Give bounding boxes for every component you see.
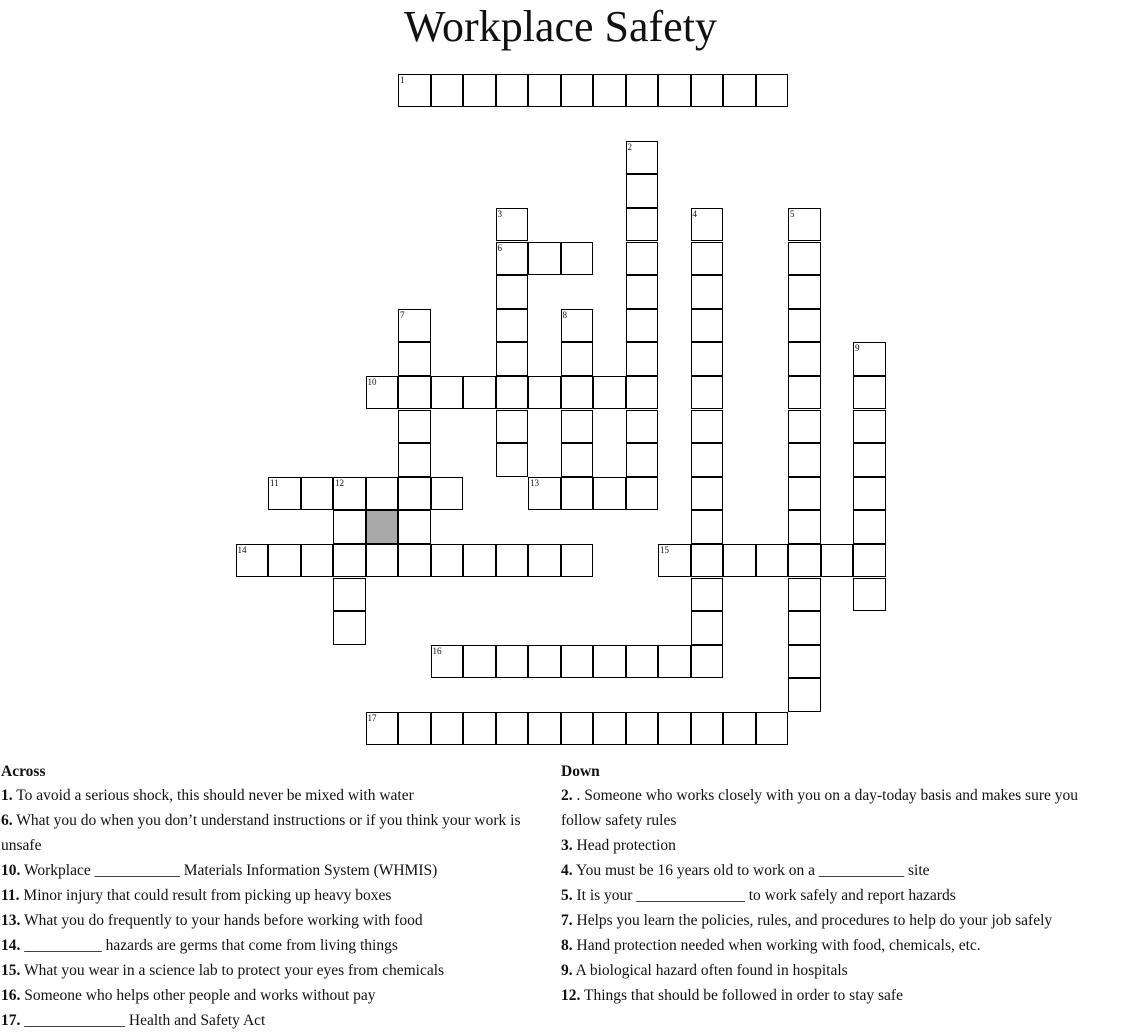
crossword-cell[interactable] [691, 611, 724, 645]
crossword-cell[interactable] [496, 443, 529, 477]
crossword-cell[interactable] [626, 208, 659, 242]
crossword-cell[interactable] [333, 510, 366, 544]
crossword-cell[interactable] [366, 477, 399, 511]
crossword-cell[interactable] [398, 342, 431, 376]
across-clue [1, 883, 541, 908]
crossword-cell[interactable] [691, 309, 724, 343]
crossword-cell[interactable] [658, 712, 691, 746]
crossword-cell[interactable] [723, 74, 756, 108]
across-clue [1, 983, 541, 1008]
crossword-cell[interactable] [561, 74, 594, 108]
crossword-cell[interactable] [561, 376, 594, 410]
crossword-cell[interactable] [626, 477, 659, 511]
crossword-cell[interactable] [431, 712, 464, 746]
clue-number: 7 [400, 309, 405, 320]
crossword-cell[interactable] [301, 477, 334, 511]
crossword-cell[interactable] [398, 376, 431, 410]
crossword-cell[interactable] [561, 712, 594, 746]
down-clue [561, 858, 1119, 883]
crossword-cell[interactable] [561, 544, 594, 578]
crossword-cell[interactable] [626, 645, 659, 679]
crossword-cell[interactable] [593, 74, 626, 108]
clue-number: 4 [692, 208, 697, 219]
crossword-cell[interactable] [496, 712, 529, 746]
crossword-cell[interactable] [853, 544, 886, 578]
crossword-cell[interactable] [431, 477, 464, 511]
clue-label: 17. [1, 1012, 21, 1029]
crossword-cell[interactable] [528, 712, 561, 746]
crossword-cell[interactable] [333, 544, 366, 578]
clue-label: 16. [1, 987, 21, 1004]
crossword-cell[interactable] [496, 74, 529, 108]
crossword-cell[interactable] [528, 645, 561, 679]
clue-number: 13 [530, 477, 539, 488]
crossword-cell[interactable] [496, 645, 529, 679]
across-clue [1, 958, 541, 983]
crossword-cell[interactable] [398, 510, 431, 544]
clue-text: Workplace ___________ Materials Information System (WHMIS) [23, 862, 438, 879]
across-clue [1, 808, 541, 858]
clue-text: What you wear in a science lab to protect your eyes from chemicals [23, 962, 445, 979]
crossword-cell[interactable] [366, 376, 399, 410]
down-clue [561, 983, 1119, 1008]
crossword-cell[interactable] [366, 544, 399, 578]
crossword-cell[interactable] [398, 74, 431, 108]
down-clue [561, 958, 1119, 983]
clue-text: Hand protection needed when working with food, chemicals, etc. [576, 937, 981, 954]
crossword-cell[interactable] [561, 443, 594, 477]
clue-text: To avoid a serious shock, this should never be mixed with water [16, 787, 414, 804]
clue-label: 3. [561, 837, 573, 854]
clue-label: 2. [561, 787, 573, 804]
crossword-cell[interactable] [788, 510, 821, 544]
crossword-cell[interactable] [821, 544, 854, 578]
across-clues [1, 761, 541, 1033]
crossword-cell[interactable] [788, 678, 821, 712]
crossword-cell[interactable] [626, 74, 659, 108]
clue-text: Head protection [576, 837, 676, 854]
crossword-cell[interactable] [398, 544, 431, 578]
crossword-shaded-cell [366, 510, 399, 544]
clue-label: 7. [561, 912, 573, 929]
crossword-cell[interactable] [626, 342, 659, 376]
crossword-cell[interactable] [463, 645, 496, 679]
across-clue [1, 783, 541, 808]
clue-label: 9. [561, 962, 573, 979]
crossword-cell[interactable] [463, 376, 496, 410]
across-clue [1, 1008, 541, 1033]
crossword-cell[interactable] [593, 477, 626, 511]
crossword-cell[interactable] [691, 275, 724, 309]
crossword-cell[interactable] [333, 578, 366, 612]
clue-text: _____________ Health and Safety Act [24, 1012, 266, 1029]
crossword-cell[interactable] [691, 510, 724, 544]
crossword-cell[interactable] [496, 544, 529, 578]
crossword-cell[interactable] [788, 443, 821, 477]
crossword-cell[interactable] [788, 611, 821, 645]
clue-text: __________ hazards are germs that come from living things [24, 937, 398, 954]
crossword-cell[interactable] [788, 275, 821, 309]
crossword-cell[interactable] [658, 74, 691, 108]
crossword-cell[interactable] [788, 342, 821, 376]
crossword-cell[interactable] [691, 242, 724, 276]
across-clue [1, 933, 541, 958]
crossword-cell[interactable] [853, 376, 886, 410]
crossword-cell[interactable] [723, 544, 756, 578]
clue-number: 14 [237, 544, 247, 555]
crossword-cell[interactable] [561, 309, 594, 343]
crossword-cell[interactable] [366, 712, 399, 746]
crossword-cell[interactable] [853, 477, 886, 511]
clue-label: 15. [1, 962, 21, 979]
crossword-cell[interactable] [528, 477, 561, 511]
crossword-cell[interactable] [853, 342, 886, 376]
crossword-cell[interactable] [496, 342, 529, 376]
clue-text: Helps you learn the policies, rules, and procedures to help do your job safely [576, 912, 1053, 929]
crossword-cell[interactable] [788, 242, 821, 276]
crossword-cell[interactable] [691, 712, 724, 746]
crossword-cell[interactable] [788, 544, 821, 578]
crossword-cell[interactable] [496, 208, 529, 242]
clue-label: 11. [1, 887, 20, 904]
clue-number: 15 [660, 544, 669, 555]
across-clue-list [1, 783, 541, 1033]
crossword-cell[interactable] [398, 410, 431, 444]
crossword-cell[interactable] [691, 74, 724, 108]
crossword-cell[interactable] [756, 712, 789, 746]
crossword-cell[interactable] [333, 477, 366, 511]
clue-number: 10 [367, 376, 377, 387]
crossword-cell[interactable] [756, 74, 789, 108]
crossword-cell[interactable] [853, 578, 886, 612]
crossword-cell[interactable] [788, 578, 821, 612]
clue-label: 6. [1, 812, 13, 829]
crossword-cell[interactable] [593, 712, 626, 746]
crossword-cell[interactable] [561, 242, 594, 276]
clue-text: What you do when you don’t understand instructions or if you think your work is unsafe [1, 812, 521, 854]
crossword-cell[interactable] [626, 443, 659, 477]
crossword-cell[interactable] [463, 74, 496, 108]
clue-text: . Someone who works closely with you on a day-today basis and makes sure you follow safety rules [561, 787, 1079, 829]
crossword-cell[interactable] [496, 410, 529, 444]
crossword-cell[interactable] [626, 376, 659, 410]
crossword-cell[interactable] [626, 275, 659, 309]
crossword-cell[interactable] [236, 544, 269, 578]
crossword-cell[interactable] [723, 712, 756, 746]
down-clue-list [561, 783, 1119, 1008]
crossword-cell[interactable] [788, 376, 821, 410]
clue-label: 4. [561, 862, 573, 879]
across-heading: Across [1, 763, 46, 780]
crossword-cell[interactable] [691, 578, 724, 612]
clue-label: 14. [1, 937, 21, 954]
crossword-cell[interactable] [561, 342, 594, 376]
crossword-cell[interactable] [528, 242, 561, 276]
crossword-cell[interactable] [626, 712, 659, 746]
crossword-cell[interactable] [528, 74, 561, 108]
clue-text: Someone who helps other people and works without pay [24, 987, 376, 1004]
crossword-cell[interactable] [463, 712, 496, 746]
crossword-cell[interactable] [463, 544, 496, 578]
clue-number: 11 [270, 477, 279, 488]
crossword-cell[interactable] [853, 443, 886, 477]
down-heading: Down [561, 763, 600, 780]
clue-text: Minor injury that could result from picking up heavy boxes [23, 887, 392, 904]
crossword-cell[interactable] [593, 645, 626, 679]
crossword-cell[interactable] [561, 477, 594, 511]
crossword-cell[interactable] [496, 275, 529, 309]
crossword-cell[interactable] [788, 645, 821, 679]
clue-number: 2 [627, 141, 632, 152]
clue-label: 1. [1, 787, 13, 804]
down-clue [561, 883, 1119, 908]
crossword-cell[interactable] [691, 376, 724, 410]
clue-number: 3 [497, 208, 502, 219]
crossword-cell[interactable] [496, 309, 529, 343]
clue-label: 13. [1, 912, 21, 929]
crossword-cell[interactable] [528, 544, 561, 578]
clue-label: 8. [561, 937, 573, 954]
crossword-cell[interactable] [788, 477, 821, 511]
clue-number: 12 [335, 477, 344, 488]
crossword-cell[interactable] [431, 544, 464, 578]
crossword-cell[interactable] [691, 342, 724, 376]
crossword-cell[interactable] [691, 443, 724, 477]
clue-label: 10. [1, 862, 21, 879]
crossword-cell[interactable] [853, 410, 886, 444]
crossword-cell[interactable] [268, 477, 301, 511]
crossword-cell[interactable] [593, 376, 626, 410]
crossword-cell[interactable] [431, 645, 464, 679]
clue-text: You must be 16 years old to work on a ___________ site [575, 862, 930, 879]
crossword-cell[interactable] [496, 242, 529, 276]
down-clue [561, 833, 1119, 858]
crossword-cell[interactable] [691, 208, 724, 242]
down-clue [561, 933, 1119, 958]
clue-label: 12. [561, 987, 581, 1004]
clue-number: 1 [400, 74, 405, 85]
crossword-cell[interactable] [626, 410, 659, 444]
across-clue [1, 858, 541, 883]
crossword-cell[interactable] [398, 712, 431, 746]
clue-number: 16 [432, 645, 442, 656]
crossword-cell[interactable] [691, 410, 724, 444]
crossword-cell[interactable] [626, 309, 659, 343]
crossword-cell[interactable] [431, 74, 464, 108]
crossword-cell[interactable] [528, 376, 561, 410]
clue-number: 6 [497, 242, 502, 253]
crossword-cell[interactable] [398, 477, 431, 511]
crossword-cell[interactable] [398, 443, 431, 477]
crossword-cell[interactable] [788, 410, 821, 444]
down-clue [561, 908, 1119, 933]
crossword-cell[interactable] [788, 309, 821, 343]
crossword-cell[interactable] [626, 141, 659, 175]
crossword-cell[interactable] [268, 544, 301, 578]
crossword-cell[interactable] [626, 174, 659, 208]
crossword-cell[interactable] [691, 477, 724, 511]
crossword-cell[interactable] [691, 544, 724, 578]
crossword-cell[interactable] [398, 309, 431, 343]
clue-text: A biological hazard often found in hospitals [575, 962, 848, 979]
crossword-cell[interactable] [626, 242, 659, 276]
clue-number: 17 [367, 712, 377, 723]
clue-text: It is your ______________ to work safely and report hazards [576, 887, 956, 904]
across-clue [1, 908, 541, 933]
clue-number: 9 [855, 343, 860, 354]
crossword-cell[interactable] [561, 645, 594, 679]
crossword-cell[interactable] [333, 611, 366, 645]
clue-text: Things that should be followed in order to stay safe [583, 987, 903, 1004]
crossword-cell[interactable] [658, 645, 691, 679]
crossword-cell[interactable] [788, 208, 821, 242]
crossword-cell[interactable] [658, 544, 691, 578]
clue-number: 5 [790, 208, 795, 219]
clue-label: 5. [561, 887, 573, 904]
page-title: Workplace Safety [404, 2, 717, 51]
crossword-cell[interactable] [301, 544, 334, 578]
crossword-cell[interactable] [691, 645, 724, 679]
clue-number: 8 [562, 309, 567, 320]
down-clue [561, 783, 1119, 833]
crossword-cell[interactable] [431, 376, 464, 410]
down-clues [561, 761, 1119, 1008]
crossword-cell[interactable] [496, 376, 529, 410]
crossword-cell[interactable] [853, 510, 886, 544]
clue-text: What you do frequently to your hands before working with food [23, 912, 423, 929]
crossword-cell[interactable] [756, 544, 789, 578]
crossword-cell[interactable] [561, 410, 594, 444]
